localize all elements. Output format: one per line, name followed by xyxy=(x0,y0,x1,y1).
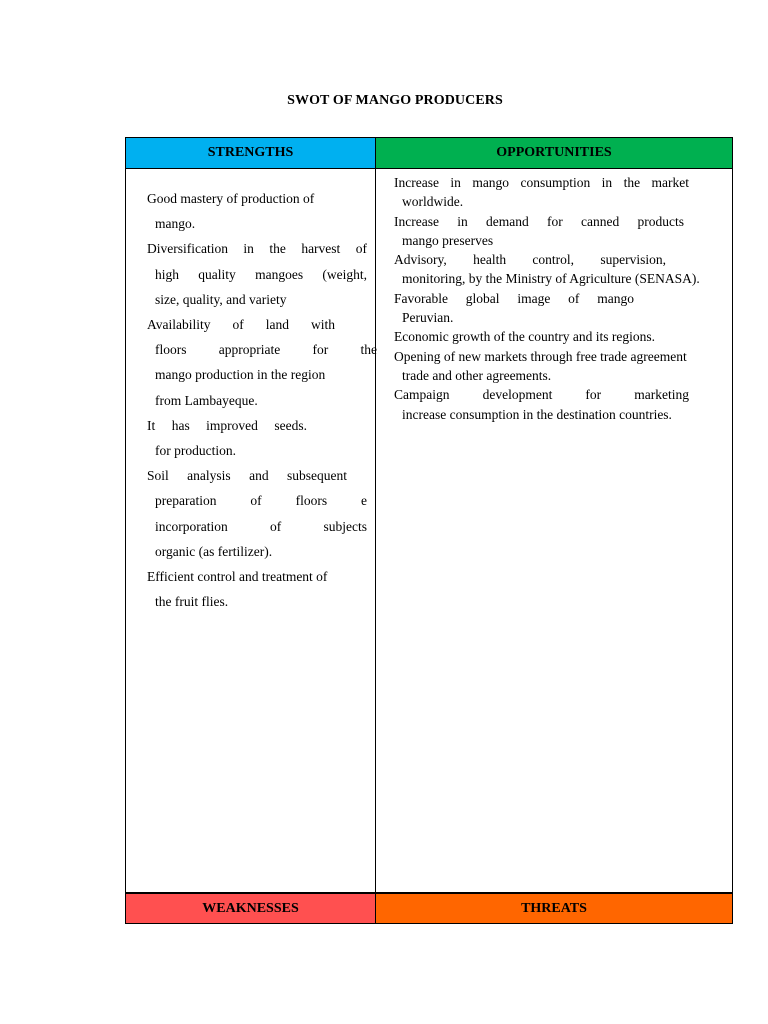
opportunity-line: monitoring, by the Ministry of Agriculture (SENASA). xyxy=(402,271,700,287)
strength-line: for production. xyxy=(155,443,236,459)
opportunity-item xyxy=(382,385,742,424)
strength-item xyxy=(135,312,377,413)
strength-line: Good mastery of production of xyxy=(147,191,315,206)
strength-line: It has improved seeds. xyxy=(147,417,307,433)
weaknesses-header: WEAKNESSES xyxy=(126,892,375,923)
opportunity-line: trade and other agreements. xyxy=(402,367,552,383)
opportunities-header: OPPORTUNITIES xyxy=(376,138,732,169)
opportunity-item xyxy=(382,347,742,386)
strength-item xyxy=(135,236,367,312)
opportunity-line: worldwide. xyxy=(402,194,464,210)
opportunity-line: Advisory, health control, supervision, xyxy=(394,252,666,268)
strength-item xyxy=(135,186,367,236)
page-title: SWOT OF MANGO PRODUCERS xyxy=(287,93,503,108)
opportunity-item xyxy=(382,212,742,251)
opportunity-line: Campaign development for marketing xyxy=(394,387,689,403)
strength-line: high quality mangoes (weight, xyxy=(155,266,367,282)
opportunity-line: Favorable global image of mango xyxy=(394,290,634,306)
opportunity-item xyxy=(382,173,742,212)
threats-header: THREATS xyxy=(376,892,732,923)
column-divider xyxy=(375,138,376,923)
strength-line: mango production in the region xyxy=(155,367,326,383)
strength-item xyxy=(135,463,367,564)
opportunity-line: Economic growth of the country and its regions. xyxy=(394,329,655,345)
opportunity-line: Increase in demand for canned products xyxy=(394,213,684,229)
strength-line: organic (as fertilizer). xyxy=(155,543,273,559)
strength-line: Diversification in the harvest of xyxy=(147,241,367,257)
opportunity-line: Peruvian. xyxy=(402,310,454,326)
strength-line: Availability of land with xyxy=(147,317,335,333)
opportunity-item xyxy=(382,327,742,346)
swot-table xyxy=(125,137,733,924)
strength-line: Soil analysis and subsequent xyxy=(147,468,347,484)
strength-item xyxy=(135,564,367,614)
strength-item xyxy=(135,413,367,463)
opportunity-line: mango preserves xyxy=(402,232,494,248)
strength-line: size, quality, and variety xyxy=(155,291,287,307)
strength-line: from Lambayeque. xyxy=(155,392,258,408)
strength-line: floors appropriate for the xyxy=(155,342,377,358)
strength-line: mango. xyxy=(155,216,196,232)
opportunity-line: increase consumption in the destination countries. xyxy=(402,406,672,422)
strength-line: Efficient control and treatment of xyxy=(147,569,328,585)
strength-line: the fruit flies. xyxy=(155,594,229,610)
opportunity-item xyxy=(382,250,742,289)
opportunities-list xyxy=(382,173,742,424)
opportunity-item xyxy=(382,289,742,328)
strengths-list xyxy=(135,186,377,614)
strengths-header: STRENGTHS xyxy=(126,138,375,169)
strength-line: incorporation of subjects xyxy=(155,518,367,534)
opportunity-line: Increase in mango consumption in the market xyxy=(394,175,689,190)
opportunity-line: Opening of new markets through free trade agreement xyxy=(394,348,687,364)
strength-line: preparation of floors e xyxy=(155,493,367,509)
